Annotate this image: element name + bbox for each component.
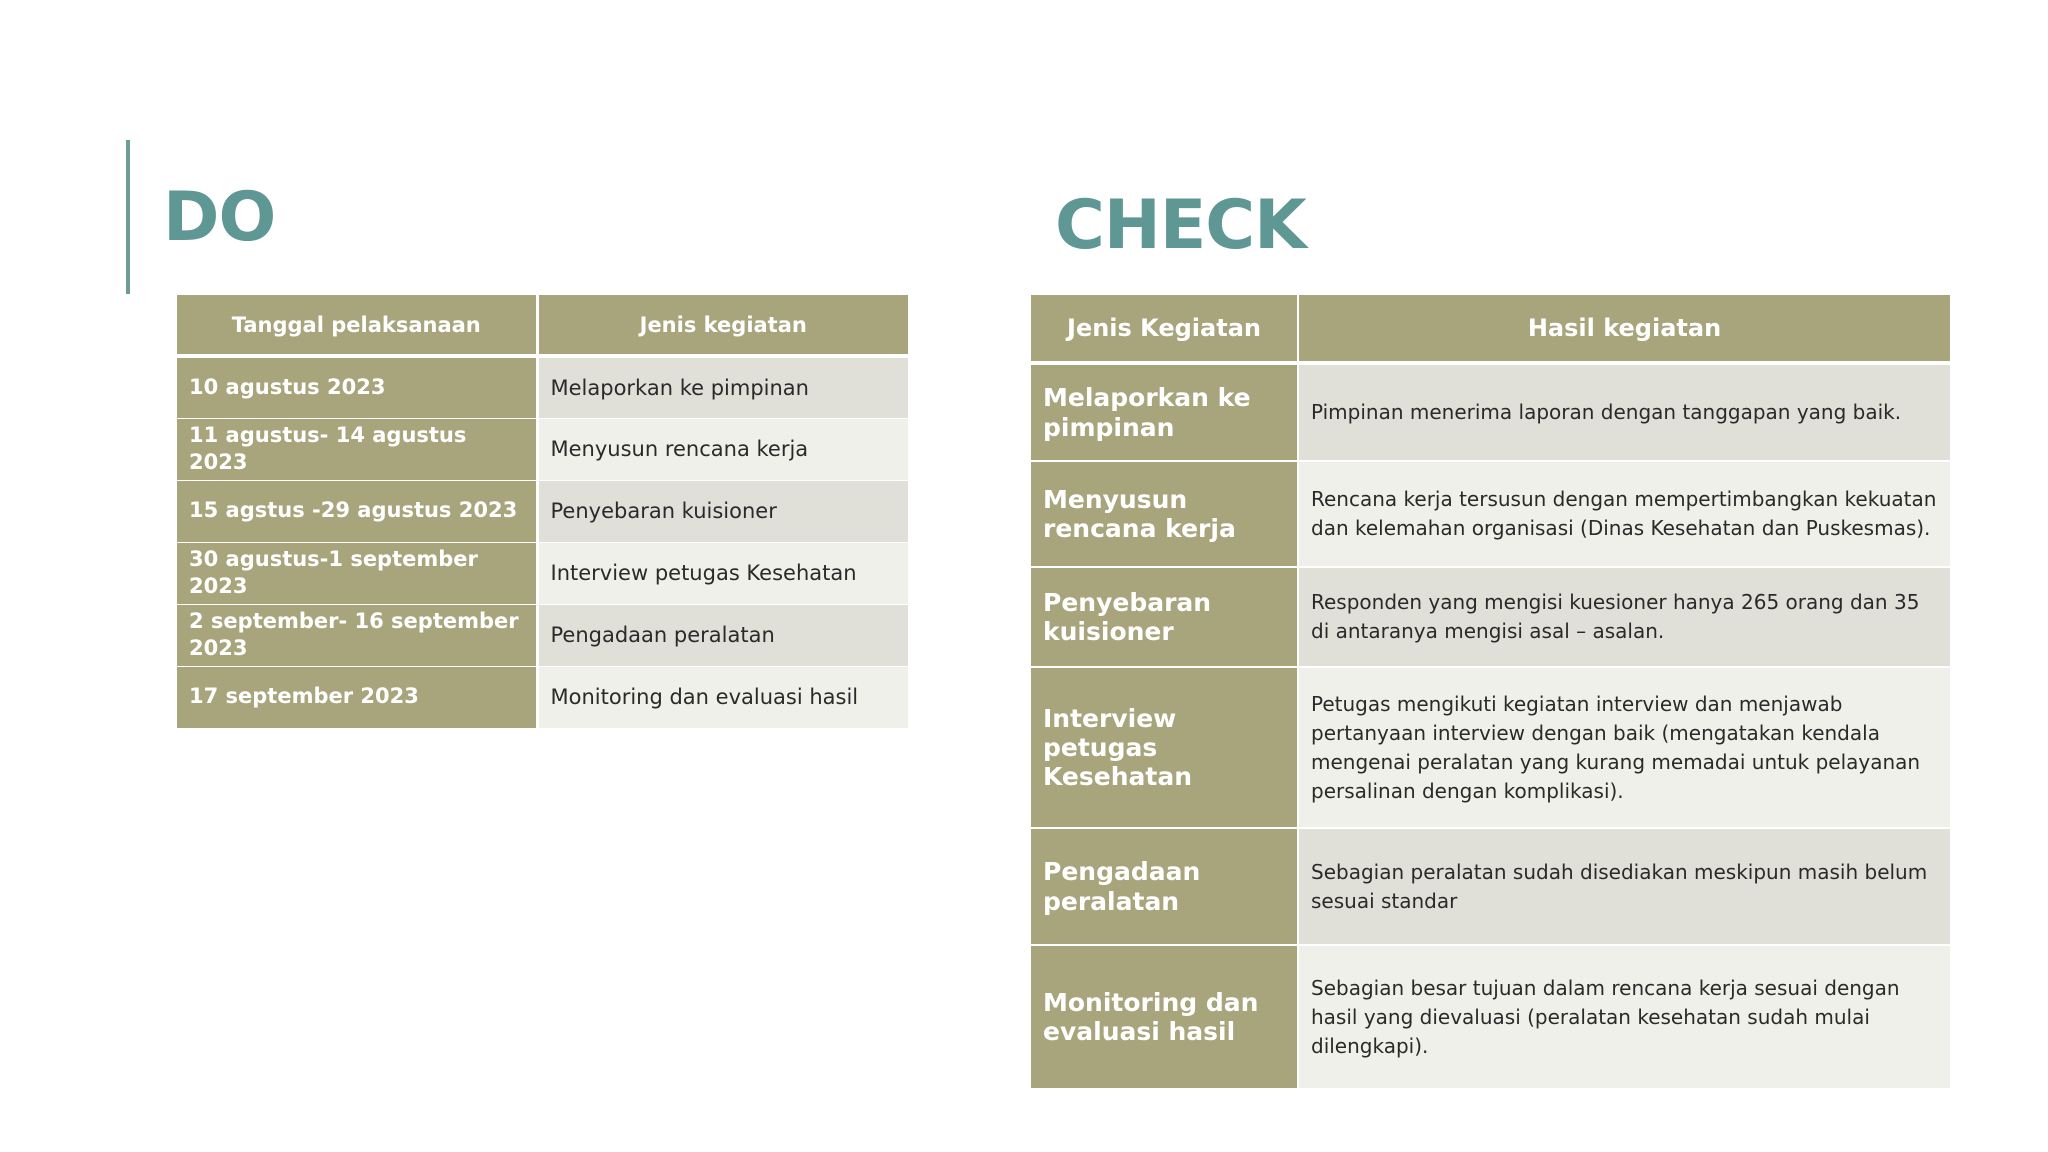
do-date-cell: 30 agustus-1 september 2023 bbox=[177, 542, 537, 604]
check-header-row bbox=[1031, 295, 1950, 363]
check-row bbox=[1031, 828, 1950, 945]
check-result-cell: Petugas mengikuti kegiatan interview dan menjawab pertanyaan interview dengan baik (mengatakan kendala mengenai peralatan yang kurang memadai untuk pelayanan persalinan dengan komplikasi). bbox=[1298, 667, 1950, 828]
check-title: CHECK bbox=[1055, 186, 1306, 265]
do-row bbox=[177, 604, 908, 666]
do-date-cell: 2 september- 16 september 2023 bbox=[177, 604, 537, 666]
check-result-cell: Responden yang mengisi kuesioner hanya 265 orang dan 35 di antaranya mengisi asal – asalan. bbox=[1298, 567, 1950, 667]
check-result-cell: Sebagian peralatan sudah disediakan meskipun masih belum sesuai standar bbox=[1298, 828, 1950, 945]
do-date-cell: 11 agustus- 14 agustus 2023 bbox=[177, 418, 537, 480]
do-header-activity: Jenis kegiatan bbox=[537, 295, 908, 356]
check-row bbox=[1031, 363, 1950, 461]
do-row bbox=[177, 480, 908, 542]
do-date-cell: 17 september 2023 bbox=[177, 666, 537, 728]
check-activity-cell: Monitoring dan evaluasi hasil bbox=[1031, 945, 1298, 1089]
check-activity-cell: Penyebaran kuisioner bbox=[1031, 567, 1298, 667]
check-activity-cell: Pengadaan peralatan bbox=[1031, 828, 1298, 945]
do-activity-cell: Monitoring dan evaluasi hasil bbox=[537, 666, 908, 728]
check-row bbox=[1031, 567, 1950, 667]
do-title: DO bbox=[163, 178, 276, 257]
do-row bbox=[177, 356, 908, 418]
check-header-activity: Jenis Kegiatan bbox=[1031, 295, 1298, 363]
check-activity-cell: Melaporkan ke pimpinan bbox=[1031, 363, 1298, 461]
check-result-cell: Pimpinan menerima laporan dengan tanggapan yang baik. bbox=[1298, 363, 1950, 461]
accent-bar bbox=[126, 140, 130, 294]
do-date-cell: 10 agustus 2023 bbox=[177, 356, 537, 418]
check-row bbox=[1031, 667, 1950, 828]
do-row bbox=[177, 666, 908, 728]
do-header-date: Tanggal pelaksanaan bbox=[177, 295, 537, 356]
check-activity-cell: Menyusun rencana kerja bbox=[1031, 461, 1298, 567]
check-header-result: Hasil kegiatan bbox=[1298, 295, 1950, 363]
do-row bbox=[177, 418, 908, 480]
do-table bbox=[177, 295, 908, 729]
check-activity-cell: Interview petugas Kesehatan bbox=[1031, 667, 1298, 828]
check-table bbox=[1031, 295, 1950, 1090]
do-activity-cell: Penyebaran kuisioner bbox=[537, 480, 908, 542]
do-date-cell: 15 agstus -29 agustus 2023 bbox=[177, 480, 537, 542]
check-row bbox=[1031, 461, 1950, 567]
check-result-cell: Sebagian besar tujuan dalam rencana kerja sesuai dengan hasil yang dievaluasi (peralatan kesehatan sudah mulai dilengkapi). bbox=[1298, 945, 1950, 1089]
do-header-row bbox=[177, 295, 908, 356]
do-row bbox=[177, 542, 908, 604]
do-activity-cell: Menyusun rencana kerja bbox=[537, 418, 908, 480]
do-activity-cell: Melaporkan ke pimpinan bbox=[537, 356, 908, 418]
check-result-cell: Rencana kerja tersusun dengan mempertimbangkan kekuatan dan kelemahan organisasi (Dinas Kesehatan dan Puskesmas). bbox=[1298, 461, 1950, 567]
do-activity-cell: Interview petugas Kesehatan bbox=[537, 542, 908, 604]
do-activity-cell: Pengadaan peralatan bbox=[537, 604, 908, 666]
check-row bbox=[1031, 945, 1950, 1089]
